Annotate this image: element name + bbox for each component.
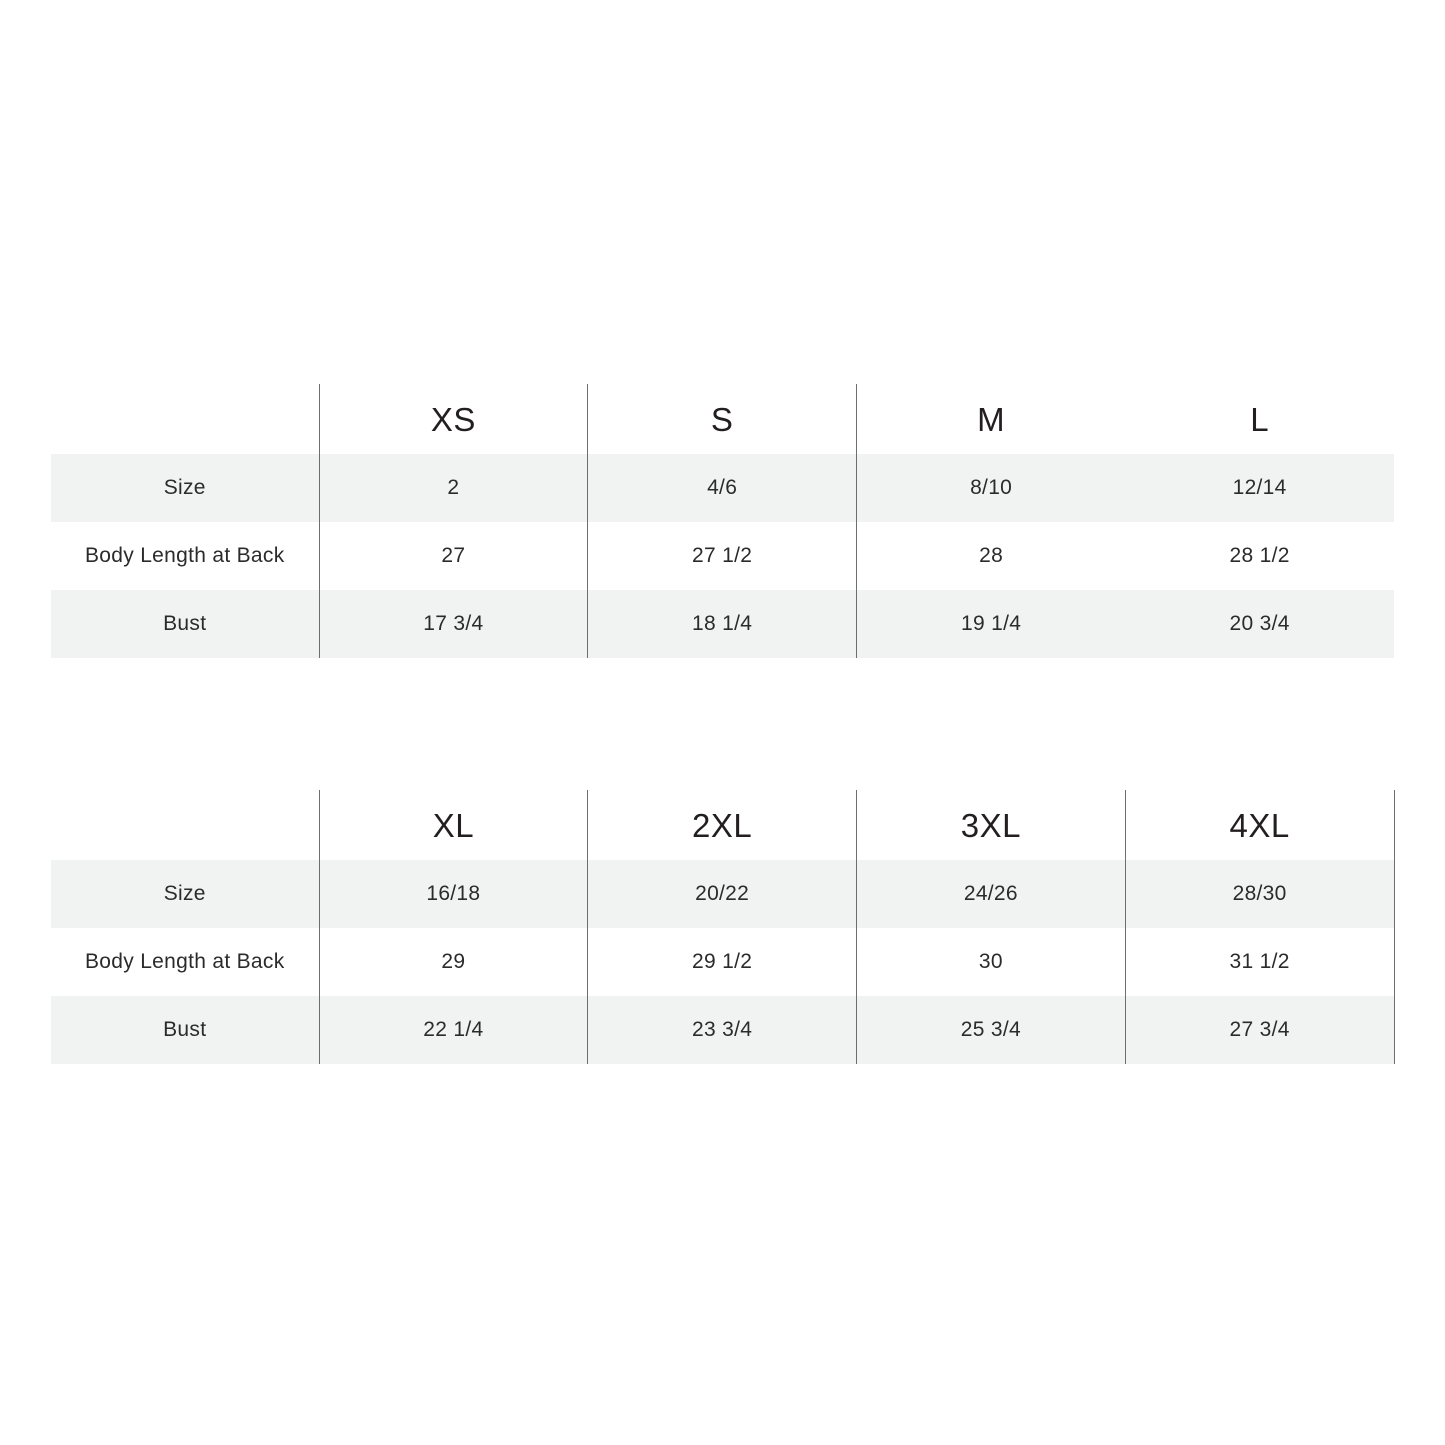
table-cell: 17 3/4 [319,590,588,658]
size-header-xl: XL [319,790,588,860]
size-header-l: L [1250,401,1270,438]
size-header-row [51,790,1394,860]
table-cell: 29 [319,928,588,996]
row-label-size: Size [51,860,319,928]
row-label-bust: Bust [51,996,319,1064]
table-cell: 22 1/4 [319,996,588,1064]
table-row-size [51,860,1394,928]
row-label-bust: Bust [51,590,319,658]
table-cell: 29 1/2 [588,928,857,996]
table-row-size [51,454,1394,522]
table-cell: 27 1/2 [588,522,857,590]
size-header-m: M [857,384,1126,454]
size-chart-table-1 [51,384,1394,658]
table-cell: 18 1/4 [588,590,857,658]
table-cell: 20/22 [588,860,857,928]
table-cell: 27 [319,522,588,590]
header-blank [51,790,319,860]
table-row-body-length [51,522,1394,590]
table-cell: 23 3/4 [588,996,857,1064]
size-chart-table-2 [51,790,1395,1064]
size-header-2xl: 2XL [588,790,857,860]
table-cell: 30 [857,928,1126,996]
table-cell: 24/26 [857,860,1126,928]
table-cell: 27 3/4 [1125,996,1394,1064]
table-cell: 19 1/4 [857,590,1126,658]
table-cell: 20 3/4 [1125,590,1394,658]
size-header-xs: XS [319,384,588,454]
table-cell: 8/10 [857,454,1126,522]
size-header-s: S [588,384,857,454]
row-label-body-length: Body Length at Back [85,544,285,567]
row-label-size: Size [51,454,319,522]
table-row-bust [51,996,1394,1064]
table-cell: 2 [319,454,588,522]
table-cell: 31 1/2 [1125,928,1394,996]
header-blank [51,384,319,454]
table-row-bust [51,590,1394,658]
table-cell: 28/30 [1125,860,1394,928]
table-cell: 4/6 [588,454,857,522]
row-label-body-length: Body Length at Back [85,950,285,973]
table-cell: 28 1/2 [1229,544,1290,567]
table-cell: 25 3/4 [857,996,1126,1064]
table-cell: 28 [857,522,1126,590]
table-cell: 16/18 [319,860,588,928]
table-row-body-length [51,928,1394,996]
size-header-4xl: 4XL [1125,790,1394,860]
size-header-3xl: 3XL [857,790,1126,860]
table-cell: 12/14 [1125,454,1394,522]
size-header-row [51,384,1394,454]
